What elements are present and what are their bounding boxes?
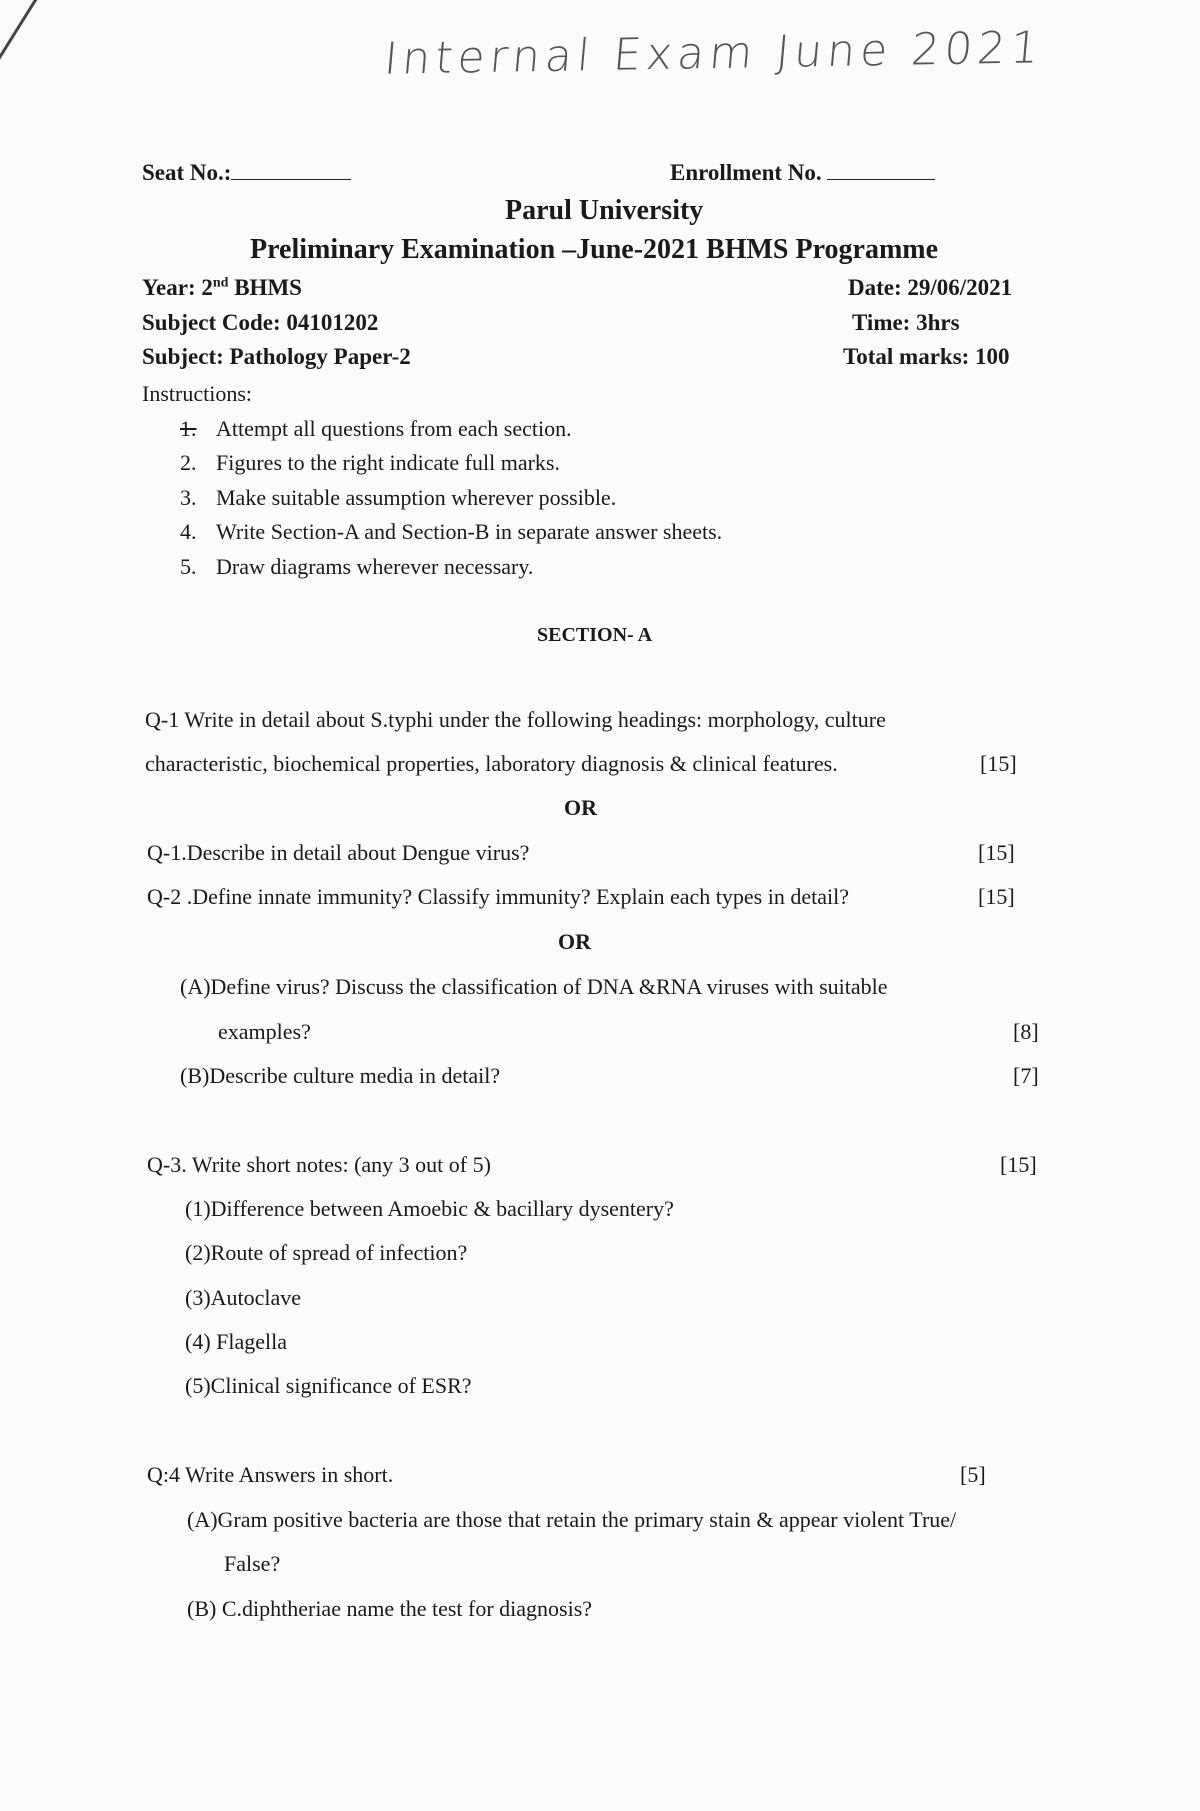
question-1-line-1: Q-1 Write in detail about S.typhi under the following headings: morphology, culture: [145, 707, 886, 732]
seat-no-label: Seat No.:: [142, 160, 232, 185]
question-1-line-2: characteristic, biochemical properties, laboratory diagnosis & clinical features.: [145, 751, 838, 776]
short-note-item: (2)Route of spread of infection?: [185, 1240, 468, 1265]
total-marks: Total marks: 100: [843, 344, 1010, 369]
year-label: Year: 2: [142, 275, 213, 300]
question-2a-line-1: (A)Define virus? Discuss the classification of DNA &RNA viruses with suitable: [180, 974, 888, 999]
question-2b-marks: [7]: [1013, 1063, 1039, 1088]
question-1-marks: [15]: [980, 751, 1017, 776]
instruction-item: [180, 450, 560, 476]
exam-time: Time: 3hrs: [852, 310, 960, 335]
instruction-number: 5.: [180, 554, 197, 579]
year-superscript: nd: [212, 275, 229, 291]
exam-date: Date: 29/06/2021: [848, 275, 1013, 300]
seat-no-blank: [231, 179, 351, 180]
subject-code: Subject Code: 04101202: [142, 310, 379, 335]
instruction-text: Write Section-A and Section-B in separate answer sheets.: [216, 519, 723, 544]
university-name: Parul University: [505, 195, 704, 226]
enrollment-blank: [827, 179, 935, 180]
question-1-alternative-marks: [15]: [978, 840, 1015, 865]
instruction-number: 1.: [180, 416, 197, 441]
question-4b: (B) C.diphtheriae name the test for diagnosis?: [187, 1596, 593, 1621]
section-title: SECTION- A: [537, 624, 653, 646]
year: [142, 275, 302, 301]
question-1-alternative: Q-1.Describe in detail about Dengue virus?: [147, 840, 530, 865]
question-4a-line-2: False?: [224, 1551, 281, 1576]
instruction-number: 2.: [180, 450, 197, 475]
instruction-item: [180, 554, 533, 580]
instruction-number: 4.: [180, 519, 197, 544]
instruction-text: Figures to the right indicate full marks.: [216, 450, 560, 475]
short-note-item: (3)Autoclave: [185, 1285, 302, 1310]
enrollment-label: Enrollment No.: [670, 160, 822, 185]
instruction-text: Draw diagrams wherever necessary.: [216, 554, 534, 579]
corner-pen-mark: [0, 0, 67, 72]
question-2a-line-2: examples?: [218, 1019, 311, 1044]
question-4a-line-1: (A)Gram positive bacteria are those that retain the primary stain & appear violent True/: [187, 1507, 957, 1532]
year-suffix: BHMS: [228, 275, 302, 300]
short-note-item: (1)Difference between Amoebic & bacillary dysentery?: [185, 1196, 674, 1221]
question-4: Q:4 Write Answers in short.: [147, 1462, 394, 1487]
or-divider-2: OR: [558, 929, 591, 954]
or-divider-1: OR: [564, 795, 597, 820]
question-3: Q-3. Write short notes: (any 3 out of 5): [147, 1152, 491, 1177]
instruction-item: [180, 416, 572, 442]
subject-name: Subject: Pathology Paper-2: [142, 344, 411, 369]
instructions-heading: Instructions:: [142, 381, 252, 406]
question-3-marks: [15]: [1000, 1152, 1037, 1177]
exam-title: Preliminary Examination –June-2021 BHMS Programme: [250, 234, 939, 265]
short-note-item: (5)Clinical significance of ESR?: [185, 1373, 472, 1398]
handwritten-note: Internal Exam June 2021: [382, 22, 1046, 85]
enrollment-no: [670, 160, 935, 186]
question-2-marks: [15]: [978, 884, 1015, 909]
question-2b: (B)Describe culture media in detail?: [180, 1063, 501, 1088]
seat-no: [142, 160, 351, 186]
instruction-item: [180, 519, 722, 545]
instruction-number: 3.: [180, 485, 197, 510]
short-note-item: (4) Flagella: [185, 1329, 288, 1354]
instruction-text: Attempt all questions from each section.: [216, 416, 572, 441]
instruction-item: [180, 485, 616, 511]
question-2a-marks: [8]: [1013, 1019, 1039, 1044]
instruction-text: Make suitable assumption wherever possible.: [216, 485, 617, 510]
question-4-marks: [5]: [960, 1462, 986, 1487]
question-2: Q-2 .Define innate immunity? Classify immunity? Explain each types in detail?: [147, 884, 849, 909]
